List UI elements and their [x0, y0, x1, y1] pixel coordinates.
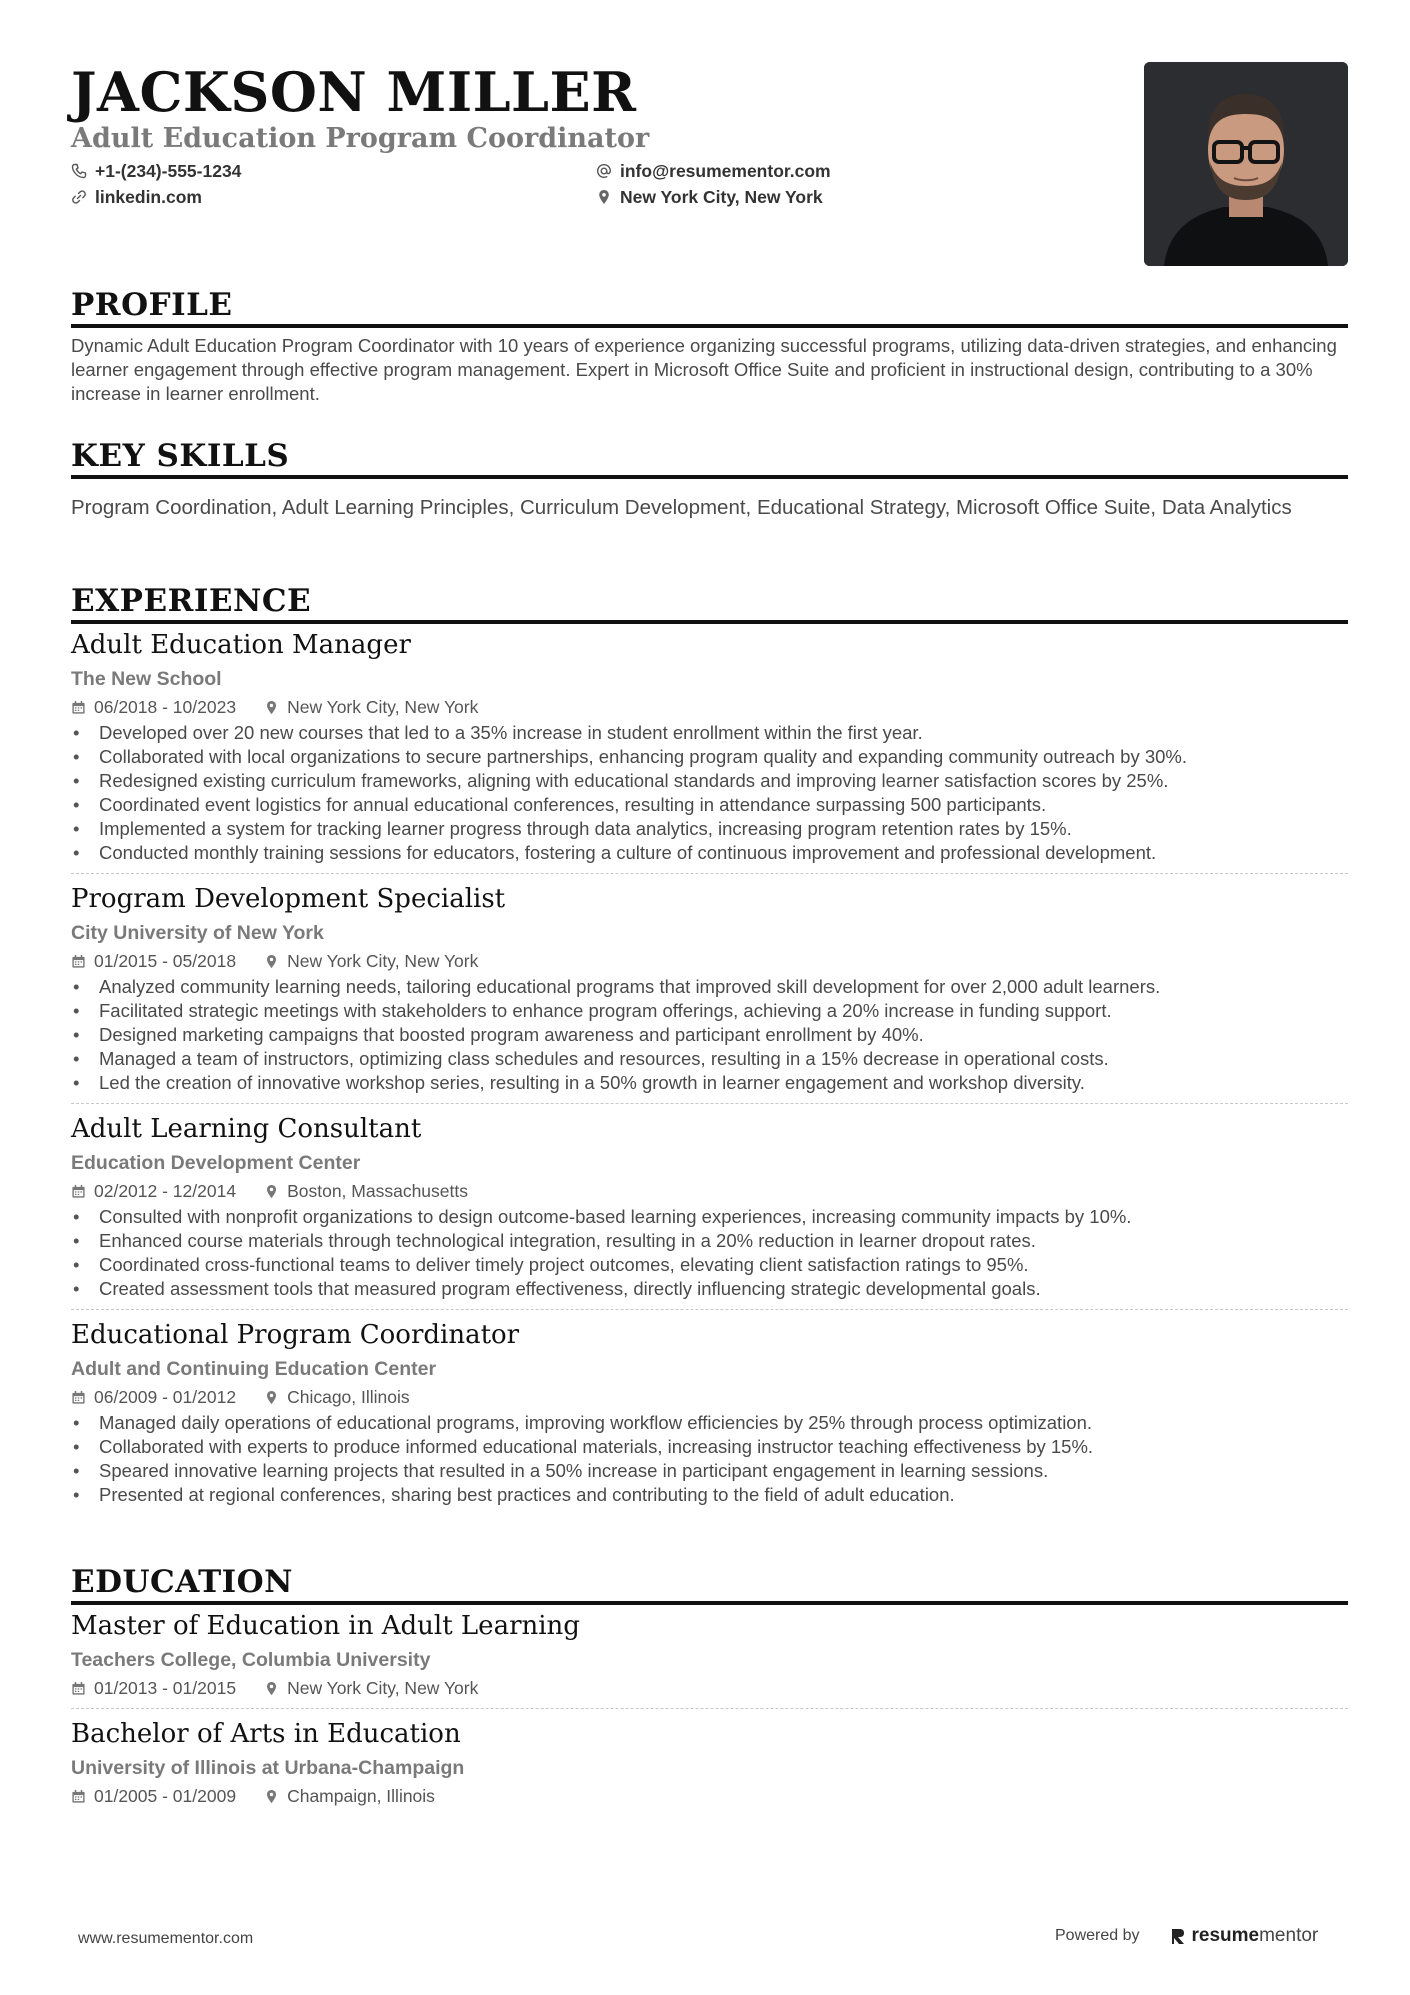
education-meta [71, 1676, 1348, 1700]
linkedin-text: linkedin.com [95, 187, 202, 207]
at-icon [596, 163, 612, 179]
job-bullet: • Coordinated cross-functional teams to deliver timely project outcomes, elevating client satisfaction ratings to 95%. [71, 1253, 1348, 1277]
job-title: Adult Education Manager [71, 630, 411, 660]
job-bullet: • Enhanced course materials through technological integration, resulting in a 20% reduction in learner dropout rates. [71, 1229, 1348, 1253]
footer-powered [1055, 1925, 1318, 1947]
job-bullet: • Led the creation of innovative workshop series, resulting in a 50% growth in learner engagement and workshop diversity. [71, 1071, 1348, 1095]
education-list [71, 1609, 1348, 1816]
map-pin-icon [264, 700, 279, 715]
map-pin-icon [264, 1681, 279, 1696]
brand-bold: resume [1191, 1925, 1260, 1946]
education-dates: 01/2005 - 01/2009 [94, 1786, 237, 1806]
skills-section [71, 437, 1348, 521]
education-section [71, 1563, 1348, 1824]
job-dates: 06/2009 - 01/2012 [94, 1387, 237, 1407]
job-bullet: • Facilitated strategic meetings with stakeholders to enhance program offerings, achieving a 20% increase in funding support. [71, 999, 1348, 1023]
job-meta [71, 1179, 1348, 1203]
job-bullets [71, 1411, 1348, 1507]
job-meta [71, 949, 1348, 973]
experience-heading: EXPERIENCE [71, 582, 1348, 624]
job-location-wrap [264, 949, 478, 973]
candidate-name: JACKSON MILLER [71, 60, 637, 124]
job-dates: 01/2015 - 05/2018 [94, 951, 237, 971]
education-entry [71, 1609, 1348, 1709]
job-bullet: • Designed marketing campaigns that boosted program awareness and participant enrollment by 40%. [71, 1023, 1348, 1047]
job-bullets [71, 1205, 1348, 1301]
map-pin-icon [264, 1789, 279, 1804]
candidate-role: Adult Education Program Coordinator [71, 123, 650, 154]
job-bullet: • Collaborated with local organizations to secure partnerships, enhancing program quality and expanding community outreach by 30%. [71, 745, 1348, 769]
education-location-wrap [264, 1784, 435, 1808]
job-dates: 06/2018 - 10/2023 [94, 697, 237, 717]
education-location: Champaign, Illinois [287, 1786, 435, 1806]
job-location: New York City, New York [287, 951, 479, 971]
contact-location [596, 184, 823, 210]
experience-entry [71, 1112, 1348, 1310]
job-bullet: • Developed over 20 new courses that led to a 35% increase in student enrollment within the first year. [71, 721, 1348, 745]
calendar-icon [71, 1789, 86, 1804]
job-bullet: • Collaborated with experts to produce informed educational materials, increasing instructor teaching effectiveness by 15%. [71, 1435, 1348, 1459]
experience-entry [71, 1318, 1348, 1515]
job-title: Program Development Specialist [71, 884, 506, 914]
contact-linkedin[interactable] [71, 184, 202, 210]
resumementor-logo-icon [1170, 1927, 1186, 1945]
job-bullet: • Coordinated event logistics for annual educational conferences, resulting in attendance surpassing 500 participants. [71, 793, 1348, 817]
education-heading: EDUCATION [71, 1563, 1348, 1605]
job-organization: Adult and Continuing Education Center [71, 1358, 437, 1380]
portrait-image [1144, 62, 1348, 266]
job-organization: The New School [71, 668, 222, 690]
skills-text: Program Coordination, Adult Learning Principles, Curriculum Development, Educational Strategy, Microsoft Office Suite, Data Analytics [71, 496, 1292, 519]
phone-text: +1-(234)-555-1234 [95, 161, 242, 181]
job-bullet: • Created assessment tools that measured program effectiveness, directly influencing strategic developmental goals. [71, 1277, 1348, 1301]
degree-title: Master of Education in Adult Learning [71, 1611, 580, 1641]
map-pin-icon [264, 1184, 279, 1199]
job-bullet: • Analyzed community learning needs, tailoring educational programs that improved skill development for over 2,000 adult learners. [71, 975, 1348, 999]
education-entry [71, 1717, 1348, 1816]
job-dates: 02/2012 - 12/2014 [94, 1181, 237, 1201]
powered-by-label: Powered by [1055, 1927, 1140, 1944]
job-bullet: • Consulted with nonprofit organizations to design outcome-based learning experiences, increasing community impacts by 10%. [71, 1205, 1348, 1229]
job-location: Chicago, Illinois [287, 1387, 410, 1407]
brand-rest: mentor [1259, 1925, 1319, 1946]
phone-icon [71, 163, 87, 179]
profile-heading: PROFILE [71, 286, 1348, 328]
job-organization: Education Development Center [71, 1152, 361, 1174]
map-pin-icon [264, 1390, 279, 1405]
job-bullet: • Redesigned existing curriculum frameworks, aligning with educational standards and improving learner satisfaction scores by 25%. [71, 769, 1348, 793]
education-meta [71, 1784, 1348, 1808]
profile-text: Dynamic Adult Education Program Coordinator with 10 years of experience organizing successful programs, utilizing data-driven strategies, and enhancing learner engagement through effective program management. Expert in Microsoft Office Suite and proficient in instructional design, contributing to a 30% increase in learner enrollment. [71, 335, 1337, 404]
job-location-wrap [264, 1385, 410, 1409]
job-bullet: • Managed a team of instructors, optimizing class schedules and resources, resulting in a 15% decrease in operational costs. [71, 1047, 1348, 1071]
profile-section [71, 286, 1348, 406]
job-organization: City University of New York [71, 922, 324, 944]
location-text: New York City, New York [620, 187, 823, 207]
contact-info [71, 158, 1071, 214]
job-location-wrap [264, 695, 478, 719]
job-location: Boston, Massachusetts [287, 1181, 468, 1201]
contact-phone[interactable] [71, 158, 241, 184]
profile-photo [1144, 62, 1348, 266]
skills-heading: KEY SKILLS [71, 437, 1348, 479]
job-meta [71, 695, 1348, 719]
school-name: University of Illinois at Urbana-Champaign [71, 1757, 465, 1779]
job-bullets [71, 975, 1348, 1095]
map-pin-icon [596, 189, 612, 205]
job-bullet: • Managed daily operations of educational programs, improving workflow efficiencies by 25% through process optimization. [71, 1411, 1348, 1435]
map-pin-icon [264, 954, 279, 969]
job-bullet: • Conducted monthly training sessions for educators, fostering a culture of continuous improvement and professional development. [71, 841, 1348, 865]
brand-logo[interactable] [1170, 1925, 1319, 1947]
job-title: Educational Program Coordinator [71, 1320, 520, 1350]
job-bullet: • Speared innovative learning projects that resulted in a 50% increase in participant engagement in learning sessions. [71, 1459, 1348, 1483]
job-bullet: • Presented at regional conferences, sharing best practices and contributing to the field of adult education. [71, 1483, 1348, 1507]
job-location-wrap [264, 1179, 468, 1203]
degree-title: Bachelor of Arts in Education [71, 1719, 461, 1749]
education-location-wrap [264, 1676, 478, 1700]
calendar-icon [71, 1390, 86, 1405]
calendar-icon [71, 1184, 86, 1199]
experience-list [71, 628, 1348, 1515]
job-location: New York City, New York [287, 697, 479, 717]
job-bullets [71, 721, 1348, 865]
experience-section [71, 582, 1348, 1523]
job-bullet: • Implemented a system for tracking learner progress through data analytics, increasing program retention rates by 15%. [71, 817, 1348, 841]
school-name: Teachers College, Columbia University [71, 1649, 431, 1671]
job-meta [71, 1385, 1348, 1409]
calendar-icon [71, 954, 86, 969]
footer-website[interactable]: www.resumementor.com [78, 1930, 254, 1947]
education-location: New York City, New York [287, 1678, 479, 1698]
email-text: info@resumementor.com [620, 161, 831, 181]
job-title: Adult Learning Consultant [71, 1114, 422, 1144]
experience-entry [71, 882, 1348, 1104]
education-dates: 01/2013 - 01/2015 [94, 1678, 237, 1698]
calendar-icon [71, 1681, 86, 1696]
experience-entry [71, 628, 1348, 874]
calendar-icon [71, 700, 86, 715]
link-icon [71, 189, 87, 205]
contact-email[interactable] [596, 158, 831, 184]
